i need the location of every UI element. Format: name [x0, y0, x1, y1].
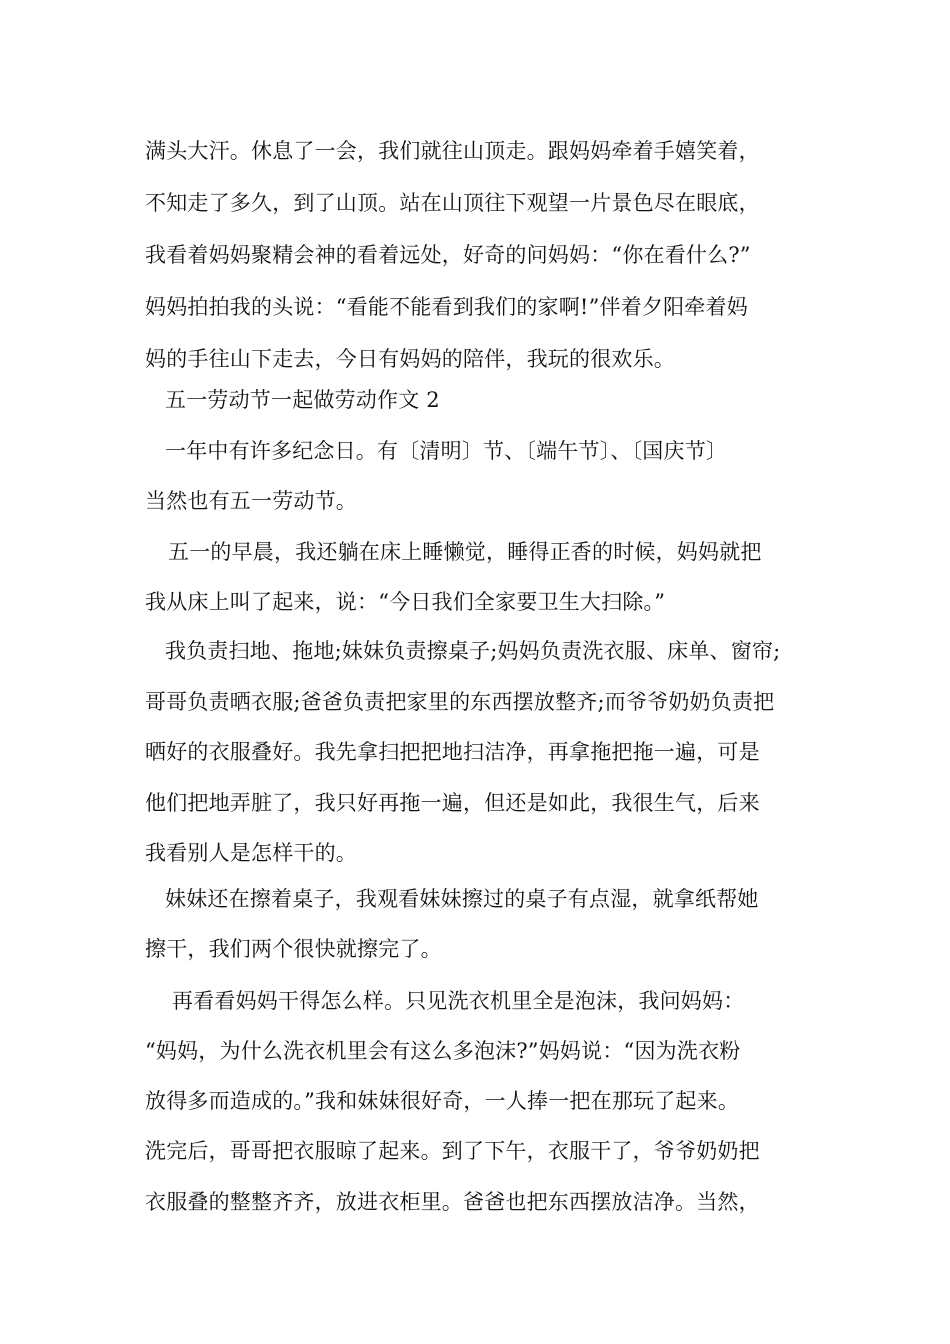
- text-line: 我看别人是怎样干的。: [145, 841, 357, 865]
- text-line: 放得多而造成的。”我和妹妹很好奇，一人捧一把在那玩了起来。: [145, 1089, 740, 1113]
- text-line: 他们把地弄脏了，我只好再拖一遍，但还是如此，我很生气，后来: [145, 791, 760, 815]
- text-line: 哥哥负责晒衣服;爸爸负责把家里的东西摆放整齐;而爷爷奶奶负责把: [145, 690, 775, 714]
- text-line: 五一的早晨，我还躺在床上睡懒觉，睡得正香的时候，妈妈就把: [168, 540, 762, 564]
- text-line: 洗完后，哥哥把衣服晾了起来。到了下午，衣服干了，爷爷奶奶把: [145, 1139, 760, 1163]
- text-line: 晒好的衣服叠好。我先拿扫把把地扫洁净，再拿拖把拖一遍，可是: [145, 740, 760, 764]
- text-line: 我从床上叫了起来，说：“今日我们全家要卫生大扫除。”: [145, 590, 666, 614]
- text-line: 一年中有许多纪念日。有〔清明〕节、〔端午节〕、〔国庆节〕: [165, 439, 728, 463]
- text-line: 我负责扫地、拖地;妹妹负责擦桌子;妈妈负责洗衣服、床单、窗帘;: [165, 639, 781, 663]
- text-line: 再看看妈妈干得怎么样。只见洗衣机里全是泡沫，我问妈妈：: [172, 989, 745, 1013]
- text-line: 妈妈拍拍我的头说：“看能不能看到我们的家啊!”伴着夕阳牵着妈: [145, 295, 748, 319]
- text-line: 不知走了多久，到了山顶。站在山顶往下观望一片景色尽在眼底，: [145, 191, 760, 215]
- section-heading: 五一劳动节一起做劳动作文 2: [165, 388, 440, 412]
- text-line: 满头大汗。休息了一会，我们就往山顶走。跟妈妈牵着手嬉笑着，: [145, 139, 760, 163]
- text-line: “妈妈，为什么洗衣机里会有这么多泡沫?”妈妈说：“因为洗衣粉: [145, 1039, 741, 1063]
- text-line: 妈的手往山下走去，今日有妈妈的陪伴，我玩的很欢乐。: [145, 347, 675, 371]
- text-line: 当然也有五一劳动节。: [145, 489, 357, 513]
- text-line: 妹妹还在擦着桌子，我观看妹妹擦过的桌子有点湿，就拿纸帮她: [165, 887, 759, 911]
- text-line: 我看着妈妈聚精会神的看着远处，好奇的问妈妈：“你在看什么?”: [145, 243, 751, 267]
- text-line: 擦干，我们两个很快就擦完了。: [145, 937, 442, 961]
- text-line: 衣服叠的整整齐齐，放进衣柜里。爸爸也把东西摆放洁净。当然，: [145, 1190, 760, 1214]
